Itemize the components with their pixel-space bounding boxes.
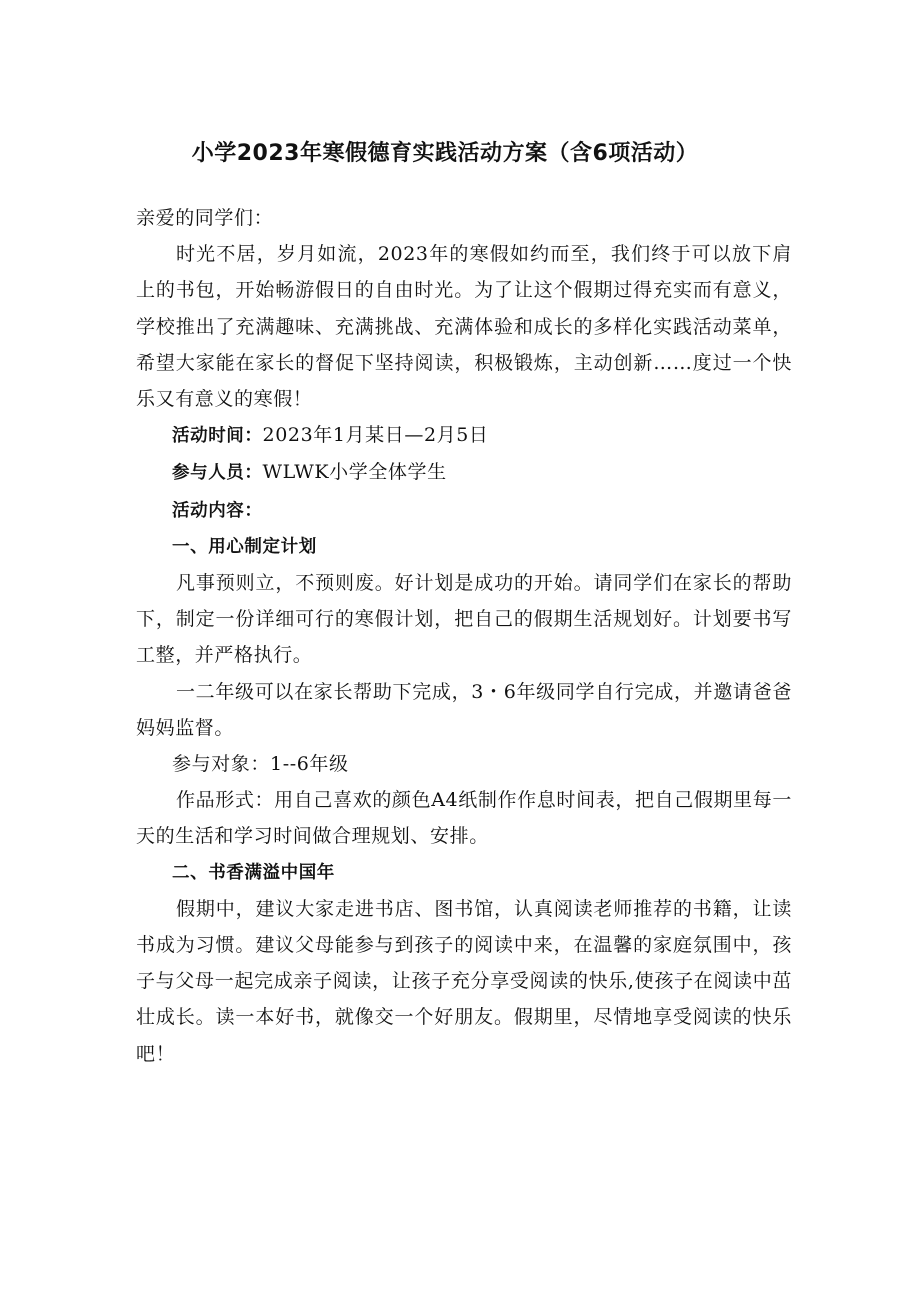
section1-paragraph-1: 凡事预则立，不预则废。好计划是成功的开始。请同学们在家长的帮助下，制定一份详细可行的寒假计划，把自己的假期生活规划好。计划要书写工整，并严格执行。 <box>136 572 792 667</box>
section1-heading: 一、用心制定计划 <box>172 536 317 557</box>
section1-format: 作品形式：用自己喜欢的颜色A4纸制作作息时间表，把自己假期里每一天的生活和学习时间做合理规划、安排。 <box>136 789 792 848</box>
intro-paragraph: 时光不居，岁月如流，2023年的寒假如约而至，我们终于可以放下肩上的书包，开始畅游假日的自由时光。为了让这个假期过得充实而有意义，学校推出了充满趣味、充满挑战、充满体验和成长的多样化实践活动菜单，希望大家能在家长的督促下坚持阅读，积极锻炼，主动创新……度过一个快乐又有意义的寒假！ <box>136 243 792 411</box>
section1-target: 参与对象：1--6年级 <box>172 753 349 776</box>
content-label: 活动内容： <box>172 500 263 521</box>
activity-time-label: 活动时间： <box>172 426 263 447</box>
content-label-line <box>136 492 792 529</box>
section2-paragraph-1: 假期中，建议大家走进书店、图书馆，认真阅读老师推荐的书籍，让读书成为习惯。建议父母能参与到孩子的阅读中来，在温馨的家庭氛围中，孩子与父母一起完成亲子阅读，让孩子充分享受阅读的快乐,使孩子在阅读中茁壮成长。读一本好书，就像交一个好朋友。假期里，尽情地享受阅读的快乐吧！ <box>136 897 792 1065</box>
participants-label: 参与人员： <box>172 463 263 484</box>
greeting: 亲爱的同学们： <box>136 207 274 229</box>
activity-time-line <box>136 417 792 454</box>
document-title: 小学2023年寒假德育实践活动方案（含6项活动） <box>191 141 699 166</box>
document-body <box>136 200 792 1072</box>
participants-line <box>136 454 792 491</box>
activity-time-value: 2023年1月某日—2月5日 <box>262 424 489 447</box>
section2-heading: 二、书香满溢中国年 <box>172 862 335 883</box>
section1-paragraph-2: 一二年级可以在家长帮助下完成，3・6年级同学自行完成，并邀请爸爸妈妈监督。 <box>136 680 792 739</box>
participants-value: WLWK小学全体学生 <box>262 461 447 484</box>
